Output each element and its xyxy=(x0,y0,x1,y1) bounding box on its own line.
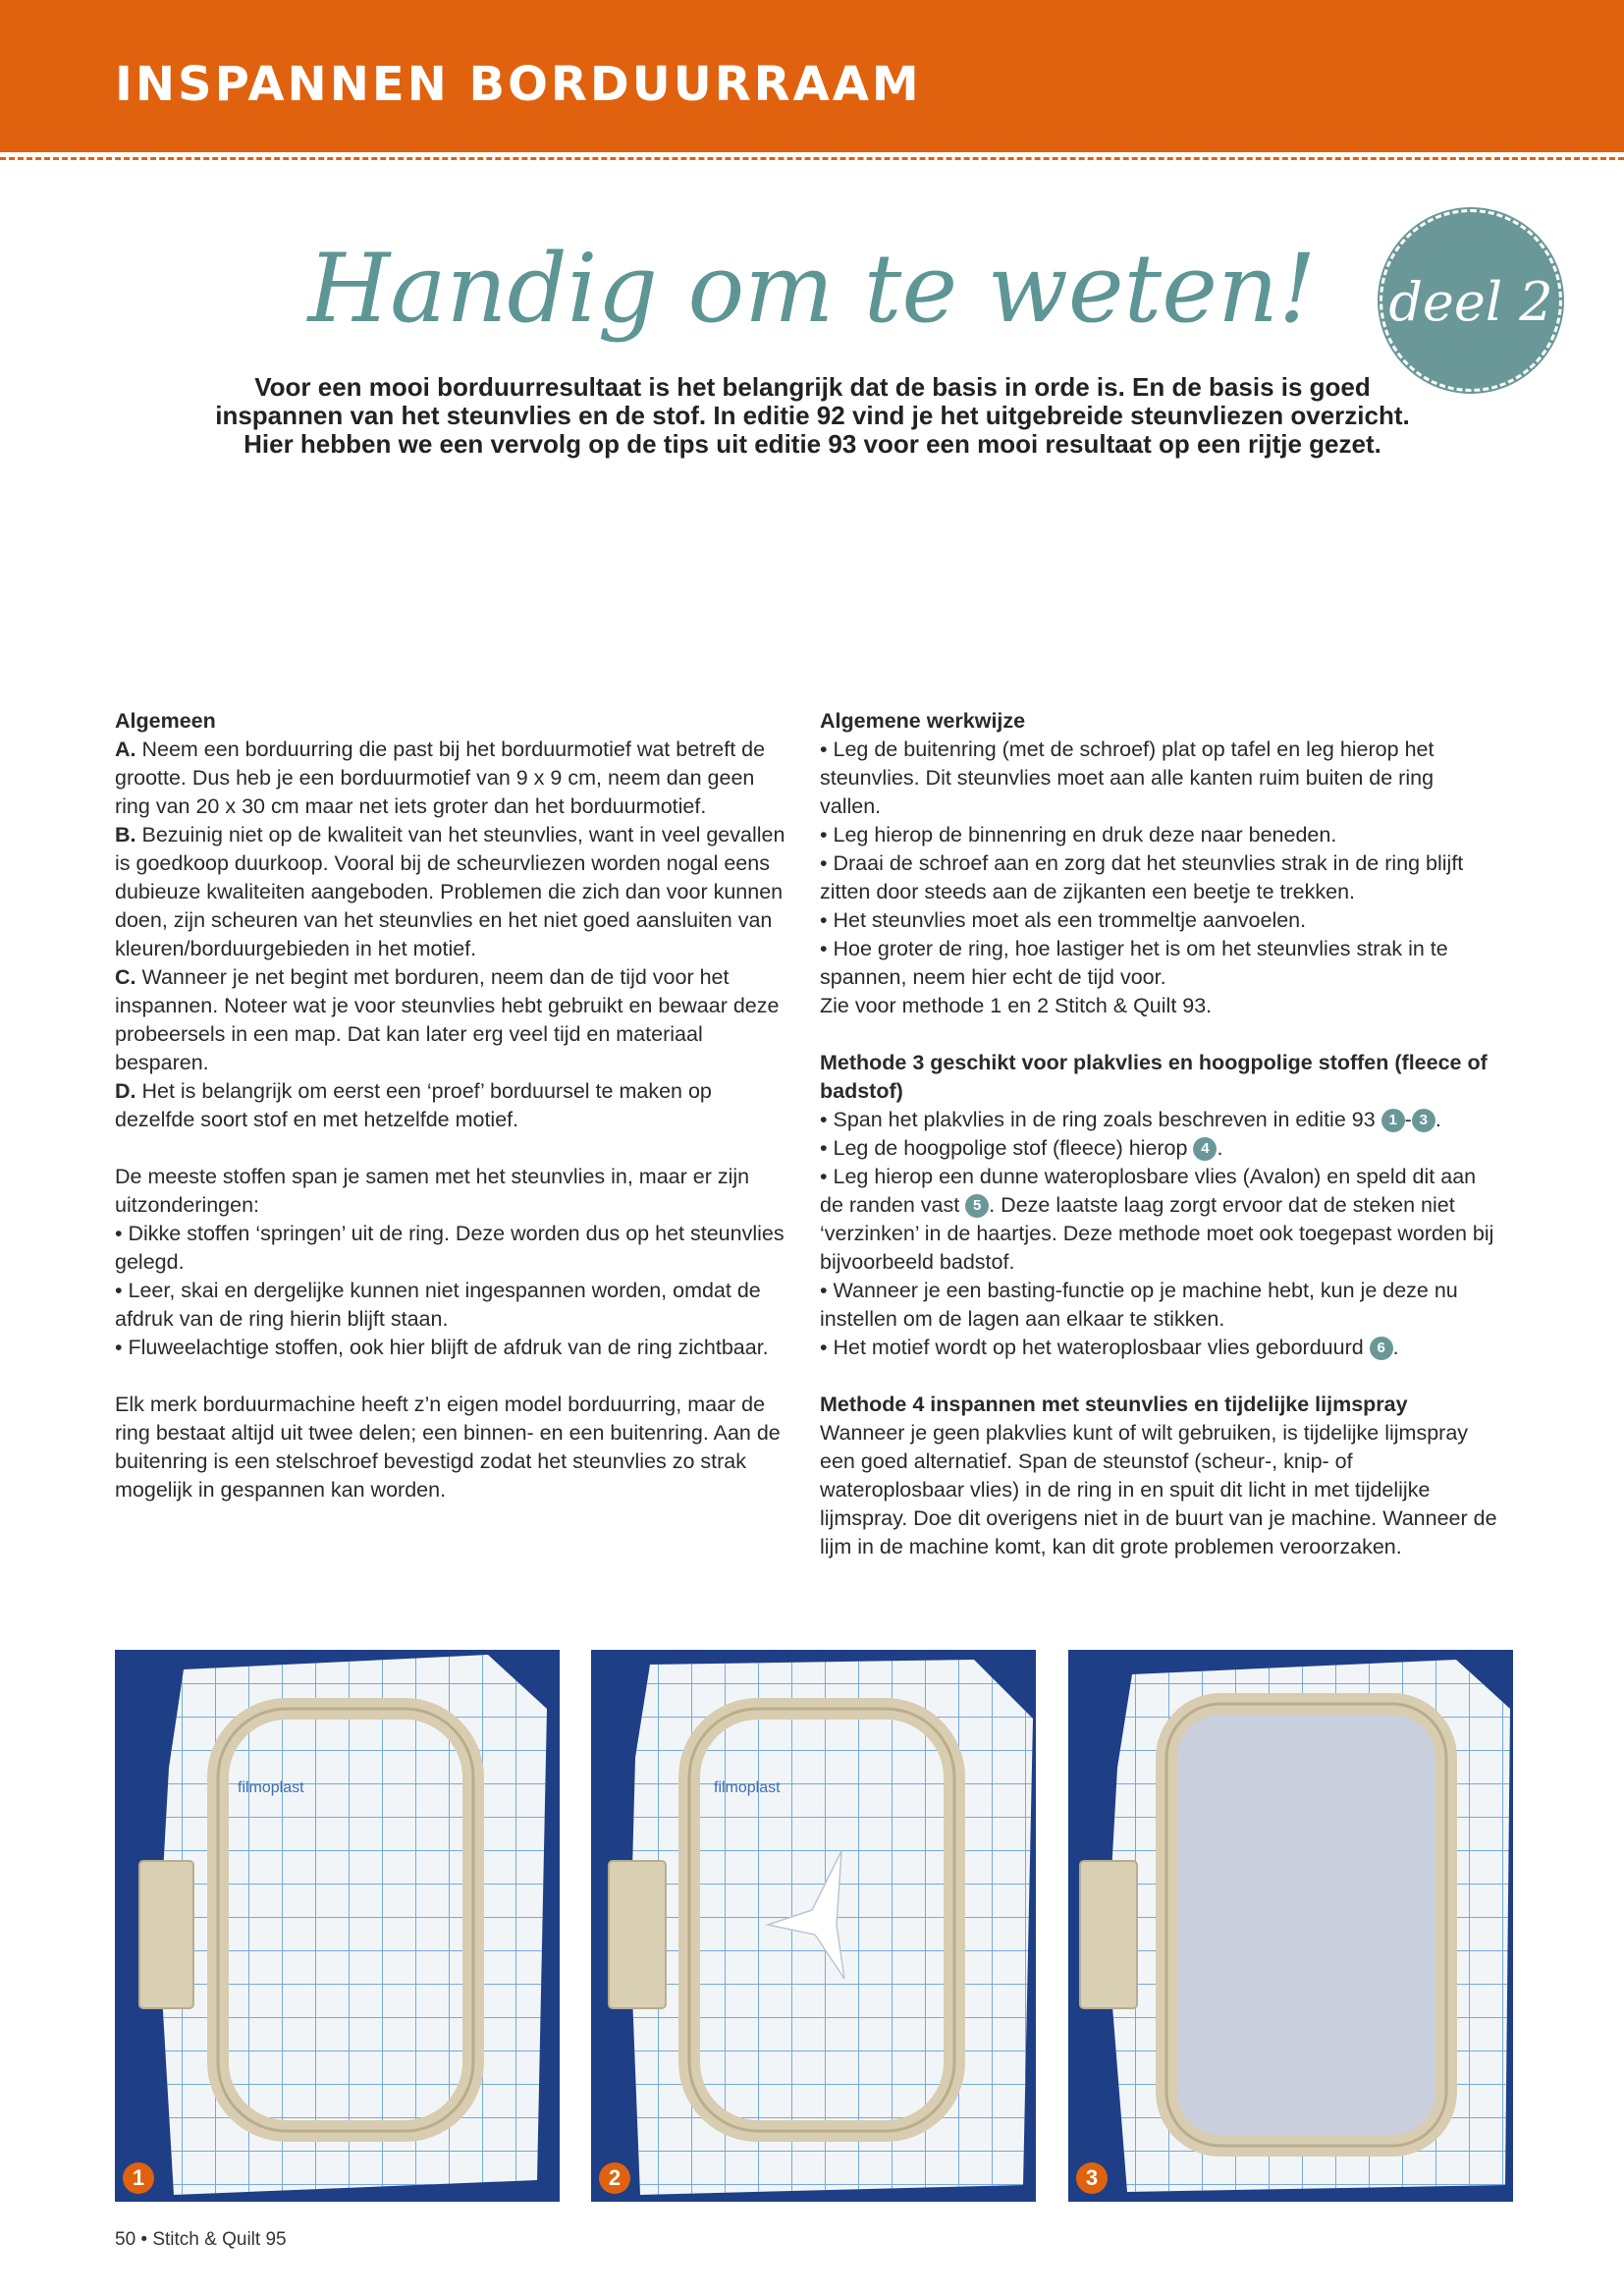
photo-ref-badge: 4 xyxy=(1193,1137,1217,1161)
bullet-item: • Wanneer je een basting-functie op je machine hebt, kun je deze nu instellen om de lagen aan elkaar te stikken. xyxy=(820,1279,1458,1331)
bullet-item: • Draai de schroef aan en zorg dat het steunvlies strak in de ring blijft zitten door steeds aan de zijkanten een beetje te trekken. xyxy=(820,851,1464,903)
photo-ref-badge: 5 xyxy=(965,1194,989,1218)
header-divider xyxy=(0,157,1624,160)
tip-letter: A. xyxy=(115,738,136,761)
bullet-item: • Hoe groter de ring, hoe lastiger het is om het steunvlies strak in te spannen, neem hier echt de tijd voor. xyxy=(820,937,1448,989)
photo-number-badge: 2 xyxy=(599,2162,630,2194)
heading-werkwijze: Algemene werkwijze xyxy=(820,709,1026,733)
methode-4-paragraph: Wanneer je geen plakvlies kunt of wilt gebruiken, is tijdelijke lijmspray een goed alternatief. Span de steunstof (scheur-, knip- of wateroplosbaar vlies) in de ring in en spuit dit licht in met tijdelijke lijmspray. Doe dit overigens niet in de buurt van je machine. Wanneer de lijm in de machine komt, kan dit grote problemen veroorzaken. xyxy=(820,1421,1497,1558)
period: . xyxy=(1435,1108,1441,1131)
range-dash: - xyxy=(1404,1108,1412,1131)
bullet-text: • Het motief wordt op het wateroplosbaar vlies geborduurd xyxy=(820,1336,1370,1359)
bullet-item: • Leg de buitenring (met de schroef) plat op tafel en leg hierop het steunvlies. Dit steunvlies moet aan alle kanten ruim buiten de ring vallen. xyxy=(820,738,1435,818)
part-badge-label: deel 2 xyxy=(1388,271,1553,333)
tip-text: Wanneer je net begint met borduren, neem dan de tijd voor het inspannen. Noteer wat je voor steunvlies hebt gebruikt en bewaar deze probeersels in een map. Dat kan later erg veel tijd en materiaal besparen. xyxy=(115,965,780,1074)
section-title: INSPANNEN BORDUURRAAM xyxy=(115,57,922,112)
heading-methode-4: Methode 4 inspannen met steunvlies en tijdelijke lijmspray xyxy=(820,1393,1408,1416)
section-header xyxy=(0,0,1624,152)
bullet-text: • Span het plakvlies in de ring zoals beschreven in editie 93 xyxy=(820,1108,1381,1131)
hoop-illustration xyxy=(1068,1650,1513,2202)
brand-paragraph: Elk merk borduurmachine heeft z’n eigen model borduurring, maar de ring bestaat altijd uit twee delen; een binnen- en een buitenring. Aan de buitenring is een stelschroef bevestigd zodat het steunvlies zo strak mogelijk in gespannen kan worden. xyxy=(115,1393,781,1502)
photo-ref-badge: 6 xyxy=(1370,1337,1393,1360)
reference-line: Zie voor methode 1 en 2 Stitch & Quilt 93. xyxy=(820,994,1213,1017)
bullet-item: • Het steunvlies moet als een trommeltje aanvoelen. xyxy=(820,908,1307,932)
bullet-text: . Deze laatste laag zorgt ervoor dat de steken niet ‘verzinken’ in de haartjes. Deze methode moet ook toegepast worden bij bijvoorbeeld badstof. xyxy=(820,1193,1494,1274)
bullet-text: • Leg de hoogpolige stof (fleece) hierop xyxy=(820,1136,1194,1160)
page-footer: 50 • Stitch & Quilt 95 xyxy=(115,2229,287,2250)
tip-b xyxy=(115,821,794,963)
photo-brand-label: filmoplast xyxy=(714,1779,781,1796)
period: . xyxy=(1217,1136,1223,1160)
bullet-item: • Fluweelachtige stoffen, ook hier blijft de afdruk van de ring zichtbaar. xyxy=(115,1336,769,1359)
intro-line: inspannen van het steunvlies en de stof. In editie 92 vind je het uitgebreide steunvliezen overzicht. xyxy=(215,401,1410,430)
tip-text: Neem een borduurring die past bij het borduurmotief wat betreft de grootte. Dus heb je een borduurmotief van 9 x 9 cm, neem dan geen ring van 20 x 30 cm maar net iets groter dan het borduurmotief. xyxy=(115,738,766,818)
part-badge xyxy=(1380,209,1562,392)
intro-line: Hier hebben we een vervolg op de tips uit editie 93 voor een mooi resultaat op een rijtje gezet. xyxy=(244,429,1381,459)
photo-ref-badge: 3 xyxy=(1412,1109,1435,1132)
photo-ref-badge: 1 xyxy=(1381,1109,1405,1132)
hoop-illustration xyxy=(591,1650,1036,2202)
bullet-item: • Dikke stoffen ‘springen’ uit de ring. Deze worden dus op het steunvlies gelegd. xyxy=(115,1222,785,1274)
page-title: Handig om te weten! xyxy=(307,234,1317,344)
period: . xyxy=(1392,1336,1399,1359)
left-column xyxy=(115,707,794,1504)
photo-brand-label: filmoplast xyxy=(238,1779,304,1796)
exceptions-paragraph: De meeste stoffen span je samen met het steunvlies in, maar er zijn uitzonderingen: xyxy=(115,1165,750,1217)
bullet-item: • Leg hierop de binnenring en druk deze naar beneden. xyxy=(820,823,1337,847)
bullet-item xyxy=(820,1106,1499,1134)
tip-letter: C. xyxy=(115,965,136,989)
heading-algemeen: Algemeen xyxy=(115,709,216,733)
tip-a xyxy=(115,736,794,821)
tip-text: Het is belangrijk om eerst een ‘proef’ borduursel te maken op dezelfde soort stof en met hetzelfde motief. xyxy=(115,1079,712,1131)
photo-2 xyxy=(591,1650,1036,2202)
right-column xyxy=(820,707,1499,1561)
bullet-item xyxy=(820,1334,1499,1362)
bullet-item: • Leer, skai en dergelijke kunnen niet ingespannen worden, omdat de afdruk van de ring hierin blijft staan. xyxy=(115,1279,761,1331)
photo-1 xyxy=(115,1650,560,2202)
intro-line: Voor een mooi borduurresultaat is het belangrijk dat de basis in orde is. En de basis is goed xyxy=(254,372,1371,402)
tip-letter: D. xyxy=(115,1079,136,1103)
bullet-text: • Leg hierop een dunne wateroplosbare vlies (Avalon) en speld dit aan de randen vast xyxy=(820,1165,1477,1217)
photo-3 xyxy=(1068,1650,1513,2202)
intro-paragraph xyxy=(187,373,1438,459)
photo-number-badge: 1 xyxy=(123,2162,154,2194)
bullet-item xyxy=(820,1163,1499,1277)
heading-methode-3: Methode 3 geschikt voor plakvlies en hoogpolige stoffen (fleece of badstof) xyxy=(820,1051,1488,1103)
tip-d xyxy=(115,1077,794,1134)
tip-letter: B. xyxy=(115,823,136,847)
tip-c xyxy=(115,963,794,1077)
tip-text: Bezuinig niet op de kwaliteit van het steunvlies, want in veel gevallen is goedkoop duurkoop. Vooral bij de scheurvliezen worden nogal eens dubieuze kwaliteiten aangeboden. Problemen die zich dan voor kunnen doen, zijn scheuren van het steunvlies en het niet goed aansluiten van kleuren/borduurgebieden in het motief. xyxy=(115,823,785,960)
hoop-illustration xyxy=(115,1650,560,2202)
photo-number-badge: 3 xyxy=(1076,2162,1108,2194)
bullet-item xyxy=(820,1134,1499,1163)
